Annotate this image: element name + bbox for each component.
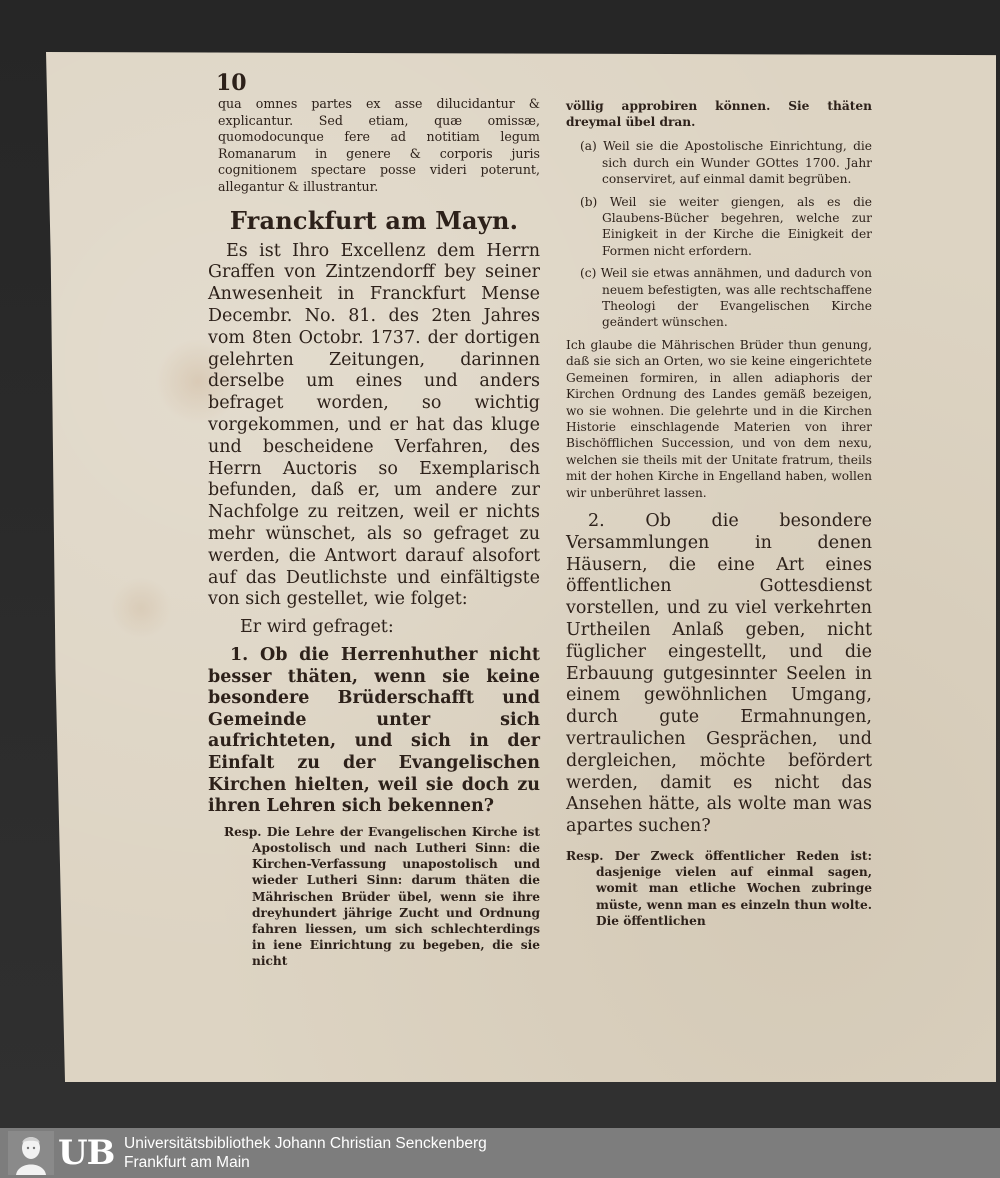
section-heading: Franckfurt am Mayn.: [229, 205, 519, 235]
list-item-label: (c): [580, 266, 597, 281]
right-column: [566, 98, 872, 929]
latin-paragraph: qua omnes partes ex asse dilucidantur & explicantur. Sed etiam, quæ omissæ, quomodocunque fere ad notitiam legum Romanarum in genere & corporis juris cognitionem spectare posse videri poterunt, allegantur & illustrantur.: [218, 96, 540, 194]
response-2-text: Der Zweck öffentlicher Reden ist: dasjenige vielen auf einmal sagen, womit man etliche Wochen zubringe müste, wenn man es einzeln thun wolte. Die öffentlichen: [596, 848, 872, 928]
intro-paragraph: Es ist Ihro Excellenz dem Herrn Graffen von Zintzendorff bey seiner Anwesenheit in Franckfurt Mense Decembr. No. 81. des 2ten Jahres vom 8ten Octobr. 1737. der dortigen gelehrten Zeitungen, darinnen derselbe um eines und anders befraget worden, so wichtig vorgekommen, und er hat das kluge und bescheidene Verfahren, des Herrn Auctoris so Exemplarisch befunden, daß er, um andere zur Nachfolge zu reitzen, weil er nichts mehr wünschet, als so gefraget zu werden, die Antwort darauf alsofort auf das Deutlichste und einfältigste von sich gestellet, wie folget:: [208, 240, 540, 610]
footer-line-2: Frankfurt am Main: [124, 1154, 250, 1171]
list-item-c: [580, 265, 872, 331]
logo-text: UB: [58, 1133, 115, 1173]
footer-bar: [0, 1128, 1000, 1178]
library-logo[interactable]: [0, 1128, 118, 1178]
right-paragraph: Ich glaube die Mährischen Brüder thun genung, daß sie sich an Orten, wo sie keine eingerichtete Gemeinen formiren, in allen adiaphoris der Kirchen Ordnung des Landes gemäß bezeigen, wo sie wohnen. Die gelehrte und in die Kirchen Historie einschlagende Materien von ihrer Bischöfflichen Succession, und von dem nexu, welchen sie theils mit der Unitate fratrum, theils mit der hohen Kirche in Engelland haben, wollen wir unberühret lassen.: [566, 337, 872, 500]
response-1-text: Die Lehre der Evangelischen Kirche ist Apostolisch und nach Lutheri Sinn: die Kirchen-Verfassung unapostolisch und wieder Lutheri Sinn: darum thäten die Mährischen Brüder übel, wenn sie ihre dreyhundert jährige Zucht und Ordnung fahren liessen, um sich schlechterdings in iene Einrichtung zu begeben, die sie nicht: [252, 824, 540, 969]
list-item-label: (a): [580, 139, 597, 154]
list-item-b: [580, 194, 872, 260]
right-opening: völlig approbiren können. Sie thäten dreymal übel dran.: [566, 99, 872, 130]
question-1: 1. Ob die Herrenhuther nicht besser thäten, wenn sie keine besondere Brüderschafft und Gemeinde unter sich aufrichteten, und sich in der Einfalt zu der Evangelischen Kirchen hielten, weil sie doch zu ihren Lehren sich bekennen?: [208, 645, 540, 817]
list-item-a: [580, 138, 872, 187]
list-item-label: (b): [580, 194, 598, 209]
list-item-text: Weil sie etwas annähmen, und dadurch von neuem befestigten, was alle rechtschaffene Theologi der Evangelischen Kirche geändert wünschen.: [600, 266, 873, 330]
question-intro: Er wird gefraget:: [240, 617, 394, 638]
left-column: [208, 72, 540, 970]
response-2: [566, 848, 872, 929]
footer-line-1: Universitätsbibliothek Johann Christian Senckenberg: [124, 1135, 487, 1152]
list-item-text: Weil sie die Apostolische Einrichtung, die sich durch ein Wunder GOttes 1700. Jahr conserviret, auf einmal damit begrüben.: [602, 139, 872, 187]
page-number: 10: [216, 70, 247, 96]
list-item-text: Weil sie weiter giengen, als es die Glaubens-Bücher begehren, welche zur Einigkeit in der Kirche die Einigkeit der Formen nicht erfordern.: [602, 194, 872, 258]
response-1: [208, 824, 540, 970]
question-2: 2. Ob die besondere Versammlungen in denen Häusern, die eine Art eines öffentlichen Gottesdienst vorstellen, und zu viel verkehrten Urtheilen Anlaß geben, nicht füglicher eingestellt, und die Erbauung gutgesinnter Seelen in einem gewöhnlichen Umgang, durch gute Ermahnungen, vertraulichen Gesprächen, und dergleichen, möchte befördert werden, damit es nicht das Ansehen hätte, als wolte man was apartes suchen?: [566, 510, 872, 837]
portrait-icon: [8, 1131, 54, 1175]
response-2-label: Resp.: [566, 848, 604, 863]
footer-institution: [118, 1134, 487, 1172]
response-1-label: Resp.: [224, 824, 262, 839]
